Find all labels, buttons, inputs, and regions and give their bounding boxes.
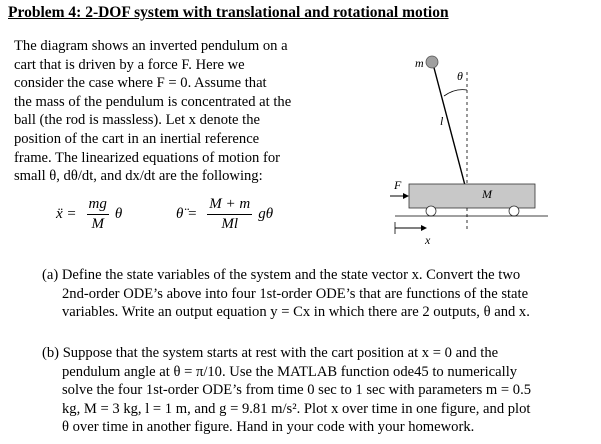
intro-line: The diagram shows an inverted pendulum on a [14, 38, 288, 54]
part-b-label: (b) [42, 345, 60, 361]
cart-wheel-left [426, 206, 436, 216]
eq1-rhs: θ [114, 206, 123, 222]
label-l: l [440, 114, 444, 128]
label-m: m [415, 56, 424, 70]
part-a-line-2: 2nd-order ODE’s above into four 1st-order ODE’s that are functions of the state [62, 285, 529, 302]
part-a [42, 266, 590, 322]
label-F: F [394, 178, 402, 192]
pendulum-ball [426, 56, 438, 68]
position-arrow-head [421, 225, 427, 231]
part-a-line-1 [42, 266, 590, 285]
problem-title: Problem 4: 2-DOF system with translational and rotational motion [8, 4, 449, 21]
part-b-line-4: kg, M = 3 kg, l = 1 m, and g = 9.81 m/s². Plot x over time in one figure, and plot [62, 400, 531, 417]
intro-line: consider the case where F = 0. Assume that [14, 75, 267, 92]
part-a-line-3: variables. Write an output equation y = Cx in which there are 2 outputs, θ and x. [62, 304, 530, 321]
label-x: x [425, 233, 431, 247]
eq1-lhs: ẍ = [56, 206, 77, 222]
intro-line: ball (the rod is massless). Let x denote the [14, 112, 261, 129]
label-M: M [482, 187, 492, 201]
theta-arc [444, 90, 467, 96]
eq1-numerator: mg [87, 196, 109, 215]
eq2-denominator: Ml [221, 216, 239, 232]
part-b [42, 344, 590, 437]
cart-body [409, 184, 535, 208]
intro-line: frame. The linearized equations of motion for [14, 149, 280, 166]
part-b-line-5: θ over time in another figure. Hand in your code with your homework. [62, 419, 475, 436]
part-a-text: Define the state variables of the system and the state vector x. Convert the two [61, 267, 521, 283]
intro-line: position of the cart in an inertial reference [14, 130, 260, 147]
eq2-lhs: θ̈ = [176, 206, 198, 222]
label-theta: θ [457, 69, 463, 83]
eq2-rhs: gθ [258, 206, 274, 222]
part-b-text: Suppose that the system starts at rest with the cart position at x = 0 and the [62, 345, 499, 361]
cart-wheel-right [509, 206, 519, 216]
intro-line: cart that is driven by a force F. Here we [14, 56, 245, 73]
force-arrow-head [403, 193, 409, 199]
eq2-numerator: M + m [207, 196, 252, 215]
part-b-line-2: pendulum angle at θ = π/10. Use the MATLAB function ode45 to numerically [62, 363, 518, 380]
part-a-label: (a) [42, 267, 59, 283]
part-b-line-1 [42, 344, 590, 363]
pendulum-rod [433, 64, 467, 193]
intro-line: small θ, dθ/dt, and dx/dt are the following: [14, 168, 263, 185]
eq1-denominator: M [91, 216, 104, 232]
part-b-line-3: solve the four 1st-order ODE’s from time 0 sec to 1 sec with parameters m = 0.5 [62, 382, 532, 399]
intro-line: the mass of the pendulum is concentrated at the [14, 93, 292, 110]
